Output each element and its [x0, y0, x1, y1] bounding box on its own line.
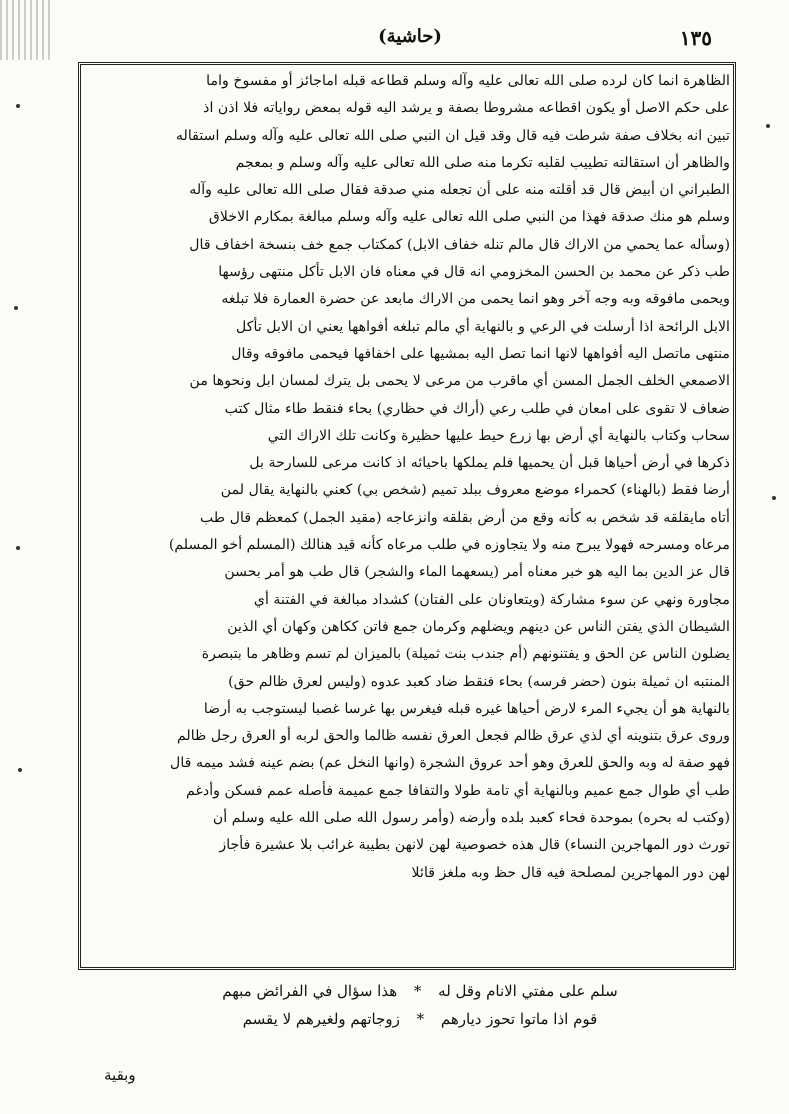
text-line: ضعاف لا تقوى على امعان في طلب رعي (أراك في حظاري) بحاء فنقط طاء مثال كتب	[224, 400, 730, 417]
verse-line-1	[160, 978, 680, 1004]
text-line: أتاه مايقلقه قد شخص به كأنه وقع من أرض بقلقه وانزعاجه (مقيد الجمل) كمعظم قال طب	[200, 509, 730, 526]
scan-edge-artifact	[0, 0, 50, 60]
margin-speck	[772, 496, 776, 500]
text-line: الابل الرائحة اذا أرسلت في الرعي و بالنهاية أي مالم تبلغه أفواهها يعني ان الابل تأكل	[236, 318, 730, 335]
text-line: منتهى ماتصل اليه أفواهها لانها انما تصل اليه بمشيها على اخفافها فيحمى مافوقه وقال	[231, 345, 730, 362]
text-line: أرضا فقط (بالهناء) كحمراء موضع معروف ببلد تميم (شخص بي) كعني بالنهاية يقال لمن	[220, 482, 730, 499]
page-header	[80, 20, 740, 60]
margin-speck	[16, 546, 20, 550]
text-line: على حكم الاصل أو يكون اقطاعه مشروطا بصفة و يرشد اليه قوله بمعض رواياته فلا اذن اذ	[203, 100, 730, 117]
text-line: طب ذكر عن محمد بن الحسن المخزومي انه قال في معناه فان الابل تأكل منتهى رؤسها	[218, 264, 730, 281]
verse-separator: *	[413, 982, 422, 1000]
text-line: مجاورة ونهي عن سوء مشاركة (ويتعاونان على الفتان) كشداد مبالغة في الفتنة أي	[253, 591, 730, 608]
margin-speck	[16, 104, 20, 108]
page-number: ١٣٥	[679, 26, 712, 50]
text-line: سحاب وكتاب بالنهاية أي أرض بها زرع حيط عليها حظيرة وكانت تلك الاراك التي	[267, 427, 730, 444]
text-line: تبين انه بخلاف صفة شرطت فيه قال وقد قيل ان النبي صلى الله تعالى عليه وآله وسلم استقاله	[175, 127, 730, 144]
text-line: يضلون الناس عن الحق و يفتنونهم (أم جندب بنت ثميلة) بالميزان لم تسم وظاهر ما بتبصرة	[201, 646, 730, 663]
text-line: المنتبه ان ثميلة بنون (حضر فرسه) بحاء فنقط ضاد كعبد عدوه (وليس لعرق ظالم حق)	[228, 673, 730, 690]
text-line: الاصمعي الخلف الجمل المسن أي ماقرب من مرعى لا يحمى بل يترك لمسان ابل ونحوها من	[189, 373, 730, 390]
text-line: والظاهر أن استقالته تطييب لقلبه تكرما منه صلى الله تعالى عليه وآله وسلم و بمعجم	[235, 154, 730, 171]
text-line: الشيطان الذي يفتن الناس عن دينهم ويضلهم وكرمان جمع فاتن ككاهن وكهان أي الذين	[227, 618, 730, 635]
running-title: (حاشية)	[378, 26, 442, 47]
text-line: ذكرها في أرض أحياها قبل أن يحميها فلم يملكها باحيائه اذ كانت مرعى للسارحة بل	[249, 455, 730, 472]
text-line: ويحمى مافوقه وبه وجه آخر وهو انما يحمى من الاراك مابعد عن حضرة العمارة فلا تبلغه	[221, 291, 730, 308]
text-line: طب أي طوال جمع عميم وبالنهاية أي تامة طولا والتفافا جمع عميمة فأصله عمم فسكن وأدغم	[186, 782, 730, 799]
text-line: (وكتب له بحره) بموحدة فحاء كعبد بلده وأرضه (وأمر رسول الله صلى الله عليه وسلم أن	[212, 810, 730, 827]
text-line: الطبراني ان أبيض قال قد أقلته منه على أن تجعله مني صدقة فقال صلى الله تعالى عليه وآله	[189, 182, 730, 199]
commentary-text	[86, 68, 730, 968]
verse-line-2	[160, 1006, 680, 1032]
margin-speck	[18, 768, 22, 772]
text-line: قال عز الدين بما اليه هو خبر معناه أمر (يسعهما الماء والشجر) قال طب هو أمر بحسن	[224, 564, 730, 581]
verse-hemistich: هذا سؤال في الفرائض مبهم	[222, 982, 398, 1000]
margin-speck	[766, 124, 770, 128]
text-line: وروى عرق بتنوينه أي لذي عرق ظالم فجعل العرق نفسه ظالما والحق لربه أو العرق رجل ظالم	[176, 728, 730, 745]
text-line: وسلم هو منك صدقة فهذا من النبي صلى الله تعالى عليه وآله وسلم مبالغة بمكارم الاخلاق	[208, 209, 730, 226]
verse-hemistich: قوم اذا ماتوا تحوز ديارهم	[440, 1010, 598, 1028]
verse-hemistich: سلم على مفتي الانام وقل له	[438, 982, 618, 1000]
text-line: لهن دور المهاجرين لمصلحة فيه قال حظ وبه ملغز قائلا	[411, 864, 730, 881]
text-line: تورث دور المهاجرين النساء) قال هذه خصوصية لهن لانهن بطيبة غرائب بلا عشيرة فأجاز	[219, 837, 730, 854]
verse-hemistich: زوجاتهم ولغيرهم لا يقسم	[242, 1010, 400, 1028]
text-line: مرعاه ومسرحه فهولا يبرح منه ولا يتجاوزه في طلب مرعاه كأنه قيد هنالك (المسلم أخو المسلم)	[168, 537, 730, 554]
text-line: بالنهاية هو أن يجيء المرء لارض أحياها غيره قبله فيغرس بها غرسا غصبا ليستوجب به أرضا	[203, 700, 730, 717]
text-line: الظاهرة انما كان لرده صلى الله تعالى عليه وآله وسلم قطاعه قبله اماجائز أو مفسوخ واما	[206, 73, 730, 89]
verse-separator: *	[416, 1010, 425, 1028]
catchword: وبقية	[104, 1066, 136, 1084]
margin-speck	[14, 306, 18, 310]
text-line: فهو صفة له وبه والحق للعرق وهو أحد عروق الشجرة (وانها النخل عم) بضم عينه فشد ميمه قال	[170, 755, 730, 772]
text-line: (وسأله عما يحمي من الاراك قال مالم تنله خفاف الابل) كمكتاب جمع خف بنسخة اخفاف قال	[189, 236, 730, 253]
